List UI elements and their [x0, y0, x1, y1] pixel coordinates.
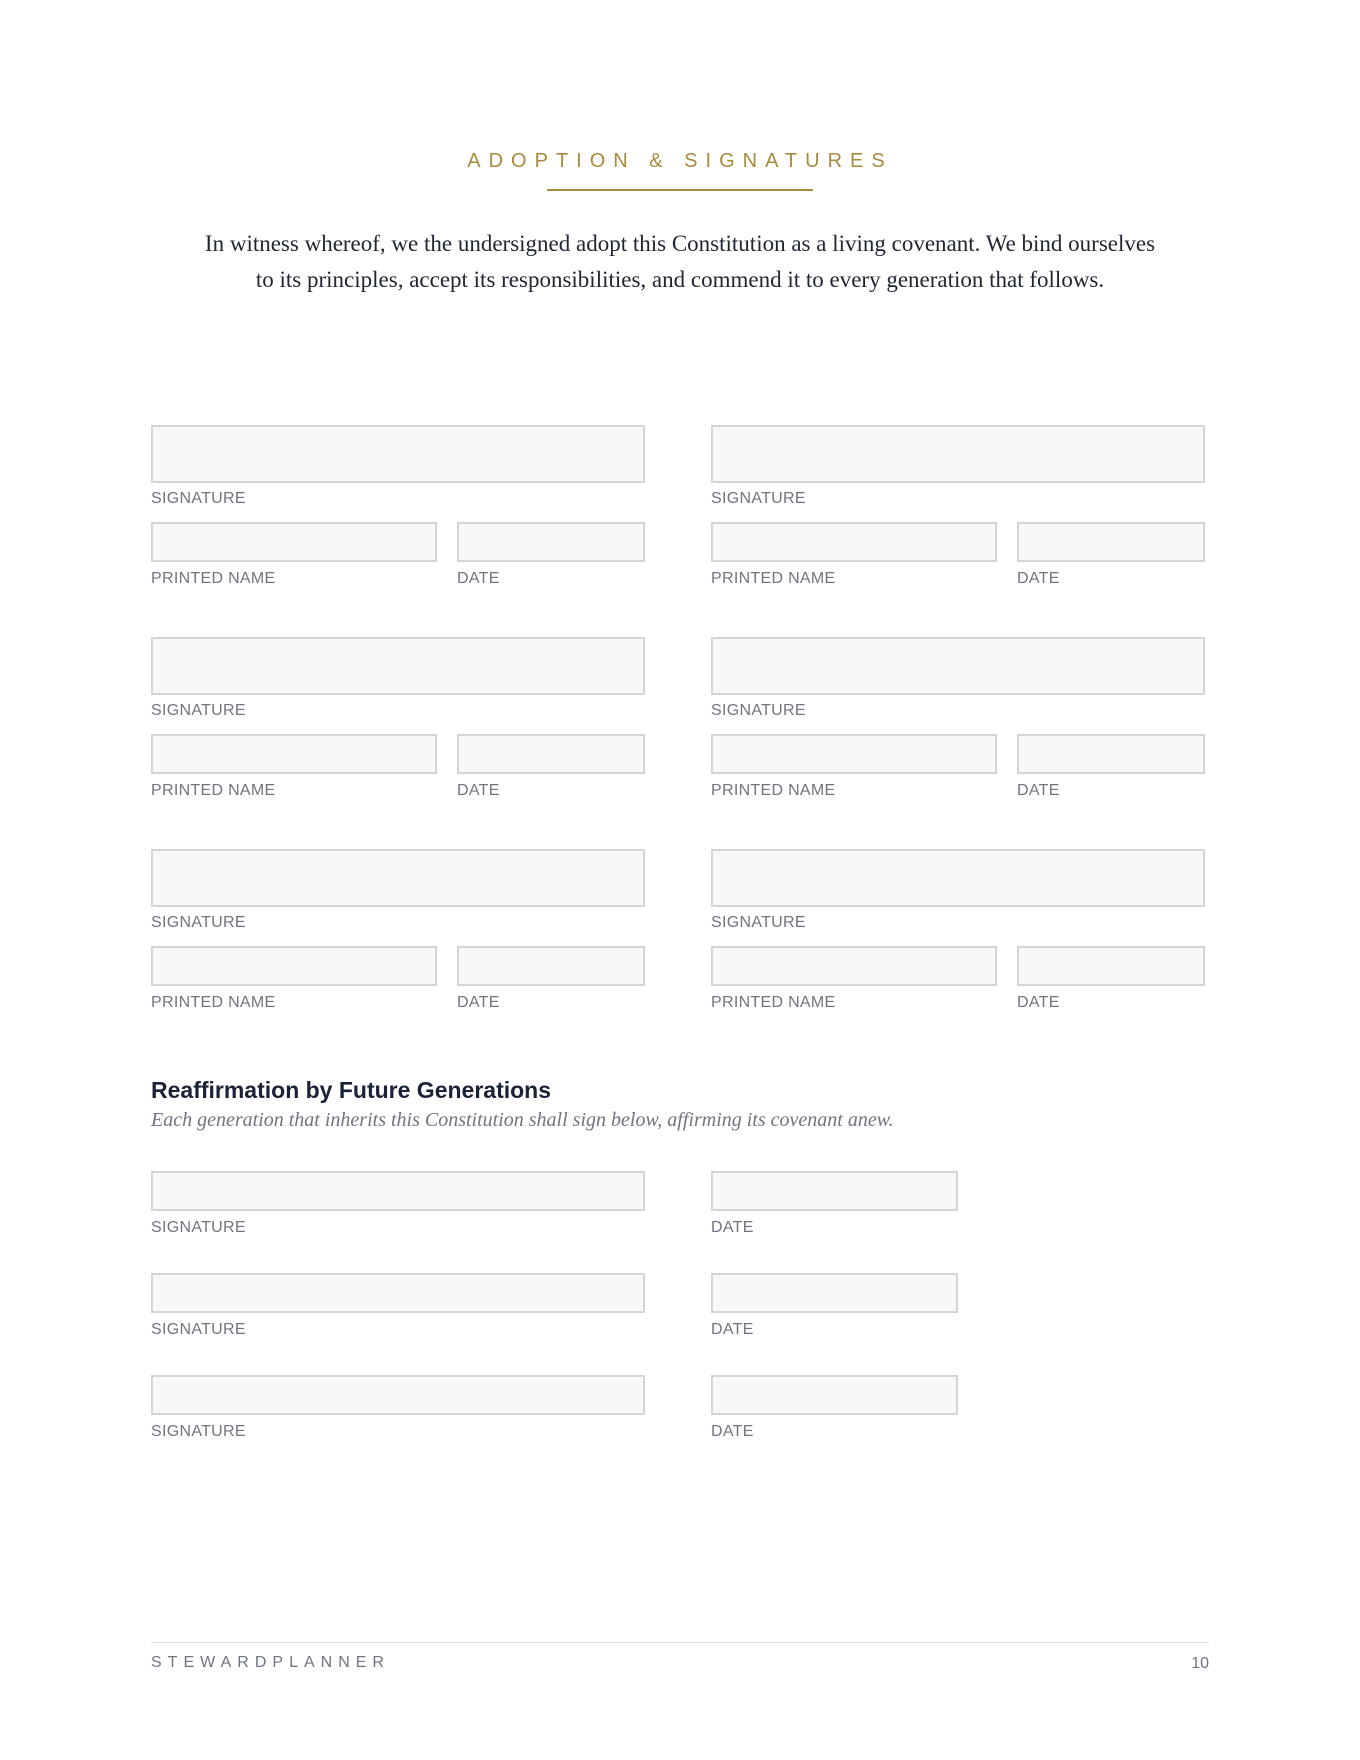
date-label: DATE: [1017, 782, 1060, 799]
date-field[interactable]: [1017, 946, 1205, 986]
signature-field[interactable]: [711, 425, 1205, 483]
signature-field[interactable]: [151, 425, 645, 483]
printed-name-field[interactable]: [151, 522, 437, 562]
date-field[interactable]: [711, 1273, 958, 1313]
signature-label: SIGNATURE: [151, 1219, 246, 1236]
signature-field[interactable]: [151, 1171, 645, 1211]
date-field[interactable]: [457, 522, 645, 562]
signature-field[interactable]: [151, 1273, 645, 1313]
printed-name-label: PRINTED NAME: [711, 994, 836, 1011]
date-label: DATE: [457, 994, 500, 1011]
date-label: DATE: [711, 1321, 754, 1338]
date-field[interactable]: [711, 1375, 958, 1415]
signature-label: SIGNATURE: [711, 702, 806, 719]
section-heading: ADOPTION & SIGNATURES: [467, 150, 893, 172]
printed-name-field[interactable]: [711, 734, 997, 774]
signature-label: SIGNATURE: [711, 490, 806, 507]
printed-name-label: PRINTED NAME: [151, 570, 276, 587]
date-label: DATE: [457, 782, 500, 799]
page-number: 10: [1191, 1655, 1209, 1672]
footer-divider: [151, 1642, 1209, 1643]
date-label: DATE: [1017, 570, 1060, 587]
printed-name-field[interactable]: [151, 946, 437, 986]
date-field[interactable]: [711, 1171, 958, 1211]
printed-name-label: PRINTED NAME: [151, 782, 276, 799]
signature-field[interactable]: [711, 637, 1205, 695]
reaffirmation-title: Reaffirmation by Future Generations: [151, 1077, 552, 1103]
reaffirmation-subtitle: Each generation that inherits this Constitution shall sign below, affirming its covenant anew.: [151, 1109, 894, 1131]
date-label: DATE: [711, 1423, 754, 1440]
signature-label: SIGNATURE: [151, 914, 246, 931]
heading-divider: [547, 189, 813, 191]
printed-name-label: PRINTED NAME: [711, 570, 836, 587]
printed-name-label: PRINTED NAME: [711, 782, 836, 799]
printed-name-field[interactable]: [151, 734, 437, 774]
date-label: DATE: [1017, 994, 1060, 1011]
intro-paragraph: In witness whereof, we the undersigned adopt this Constitution as a living covenant. We bind ourselves to its principles, accept its responsibilities, and commend it to every generation that follows.: [204, 231, 1156, 292]
signature-field[interactable]: [711, 849, 1205, 907]
signature-label: SIGNATURE: [711, 914, 806, 931]
signature-field[interactable]: [151, 1375, 645, 1415]
date-field[interactable]: [1017, 522, 1205, 562]
date-label: DATE: [457, 570, 500, 587]
signature-label: SIGNATURE: [151, 702, 246, 719]
date-label: DATE: [711, 1219, 754, 1236]
date-field[interactable]: [1017, 734, 1205, 774]
printed-name-label: PRINTED NAME: [151, 994, 276, 1011]
signature-field[interactable]: [151, 849, 645, 907]
printed-name-field[interactable]: [711, 946, 997, 986]
printed-name-field[interactable]: [711, 522, 997, 562]
footer-brand: STEWARDPLANNER: [151, 1654, 390, 1671]
date-field[interactable]: [457, 946, 645, 986]
signature-label: SIGNATURE: [151, 490, 246, 507]
date-field[interactable]: [457, 734, 645, 774]
signature-label: SIGNATURE: [151, 1321, 246, 1338]
signature-label: SIGNATURE: [151, 1423, 246, 1440]
signature-field[interactable]: [151, 637, 645, 695]
